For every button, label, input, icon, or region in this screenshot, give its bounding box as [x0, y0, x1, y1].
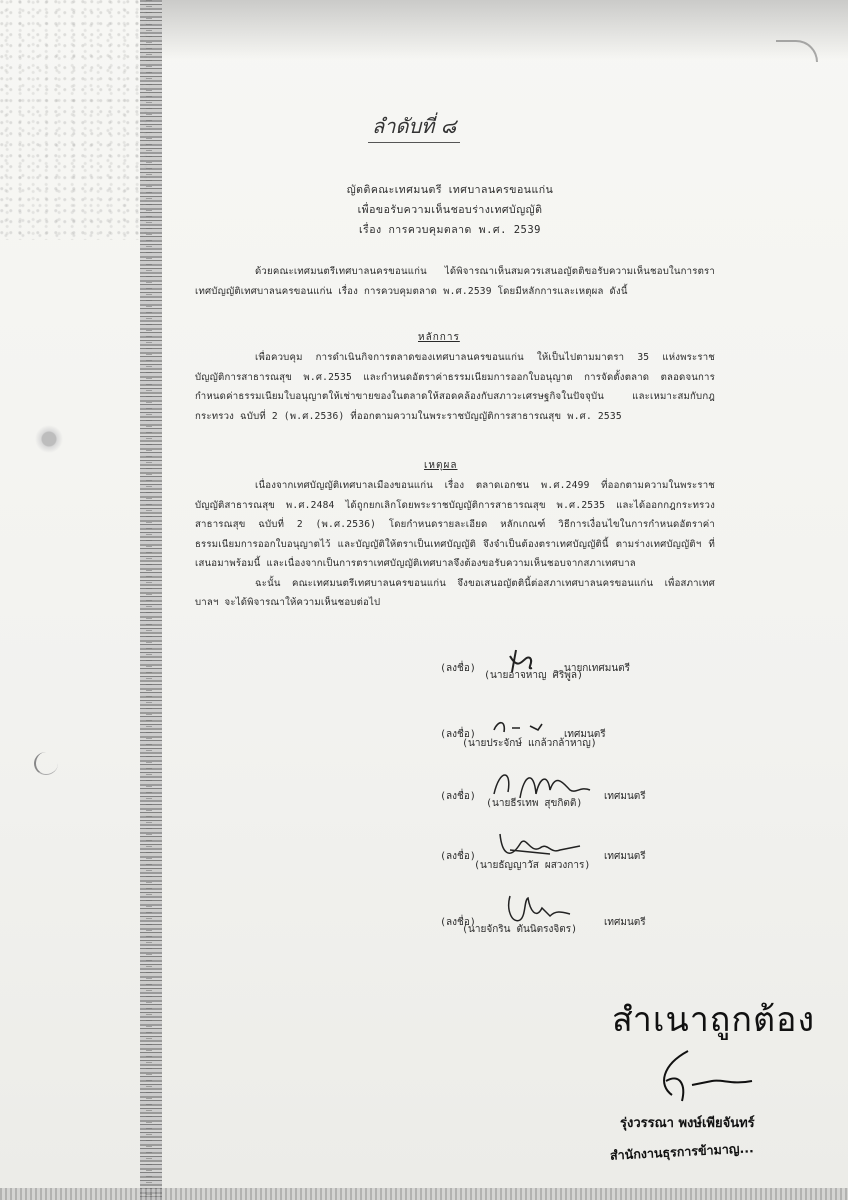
intro-text: ด้วยคณะเทศมนตรีเทศบาลนครขอนแก่น ได้พิจารณาเห็นสมควรเสนอญัตติขอรับความเห็นชอบในการตราเทศบัญญัติเทศบาลนครขอนแก่น เรื่อง การควบคุมตลาด พ.ศ.2539 โดยมีหลักการและเหตุผล ดังนี้	[195, 266, 715, 297]
certifier-office: สำนักงานธุรการข้ามาญ...	[609, 1140, 755, 1163]
principle-text: เพื่อควบคุม การดำเนินกิจการตลาดของเทศบาลนครขอนแก่น ให้เป็นไปตามมาตรา 35 แห่งพระราชบัญญัติการสาธารณสุข พ.ศ.2535 และกำหนดอัตราค่าธรรมเนียมการออกใบอนุญาต การจัดตั้งตลาด ตลอดจนการกำหนดค่าธรรมเนียมใบอนุญาตให้เช่าขายของในตลาดให้สอดคล้องกับสภาวะเศรษฐกิจในปัจจุบัน และเหมาะสมกับกฎกระทรวง ฉบับที่ 2 (พ.ศ.2536) ที่ออกตามความในพระราชบัญญัติการสาธารณสุข พ.ศ. 2535	[195, 352, 715, 422]
signatory-name: (นายอาจหาญ ศิริพูล)	[484, 670, 584, 681]
reason-paragraph	[195, 476, 715, 613]
principle-paragraph	[195, 348, 715, 426]
title-line-3: เรื่อง การควบคุมตลาด พ.ศ. 2539	[358, 224, 542, 236]
signature-label: (ลงชื่อ)	[440, 663, 476, 674]
signature-label: (ลงชื่อ)	[440, 851, 476, 862]
signatory-name: (นายธัญญาวัส ผสวงการ)	[474, 860, 591, 871]
signature-label: (ลงชื่อ)	[440, 729, 476, 740]
signatory-name: (นายจักริน ตันนิตรงจิตร)	[462, 924, 578, 935]
reason-heading: เหตุผล	[424, 460, 458, 471]
binding-strip	[140, 0, 162, 1200]
title-line-1: ญัตติคณะเทศมนตรี เทศบาลนครขอนแก่น	[346, 184, 554, 196]
signature-title: เทศมนตรี	[604, 917, 646, 928]
title-line-2: เพื่อขอรับความเห็นชอบร่างเทศบัญญัติ	[357, 204, 543, 216]
scan-top-shadow	[162, 0, 848, 60]
scan-noise	[0, 0, 150, 240]
certifier-signature	[652, 1045, 762, 1109]
principle-heading: หลักการ	[418, 332, 460, 343]
signature-title: นายกเทศมนตรี	[564, 663, 631, 674]
signatory-name: (นายธีรเทพ สุขกิตติ)	[486, 798, 583, 809]
punch-hole	[34, 752, 58, 775]
document-title	[300, 180, 600, 240]
attachment-number: ลำดับที่ ๘	[368, 110, 460, 143]
signature-title: เทศมนตรี	[564, 729, 606, 740]
punch-hole	[34, 424, 64, 454]
signature-label: (ลงชื่อ)	[440, 791, 476, 802]
signature-label: (ลงชื่อ)	[440, 917, 476, 928]
certified-copy-stamp: สำเนาถูกต้อง	[612, 1000, 816, 1040]
signature-title: เทศมนตรี	[604, 791, 646, 802]
reason-text-2: ฉะนั้น คณะเทศมนตรีเทศบาลนครขอนแก่น จึงขอเสนอญัตตินี้ต่อสภาเทศบาลนครขอนแก่น เพื่อสภาเทศบาลฯ จะได้พิจารณาให้ความเห็นชอบต่อไป	[195, 577, 715, 608]
scan-bottom-edge	[0, 1188, 848, 1200]
reason-text-1: เนื่องจากเทศบัญญัติเทศบาลเมืองขอนแก่น เรื่อง ตลาดเอกชน พ.ศ.2499 ที่ออกตามความในพระราชบัญญัติสาธารณสุข พ.ศ.2484 ได้ถูกยกเลิกโดยพระราชบัญญัติการสาธารณสุข พ.ศ.2535 และได้ออกกฎกระทรวงสาธารณสุข ฉบับที่ 2 (พ.ศ.2536) โดยกำหนดรายละเอียด หลักเกณฑ์ วิธีการเงื่อนไขในการกำหนดอัตราค่าธรรมเนียมการออกใบอนุญาตไว้ และบัญญัติให้ตราเป็นเทศบัญญัติ จึงจำเป็นต้องตราเทศบัญญัตินี้ ตามร่างเทศบัญญัติฯ ที่เสนอมาพร้อมนี้ และเนื่องจากเป็นการตราเทศบัญญัติเทศบาลจึงต้องขอรับความเห็นชอบจากสภาเทศบาล	[195, 480, 715, 569]
signature-title: เทศมนตรี	[604, 851, 646, 862]
certifier-name: รุ่งวรรณา พงษ์เพียจันทร์	[620, 1116, 755, 1131]
signatory-name: (นายประจักษ์ แกล้วกล้าหาญ)	[462, 738, 597, 749]
intro-paragraph	[195, 262, 715, 301]
